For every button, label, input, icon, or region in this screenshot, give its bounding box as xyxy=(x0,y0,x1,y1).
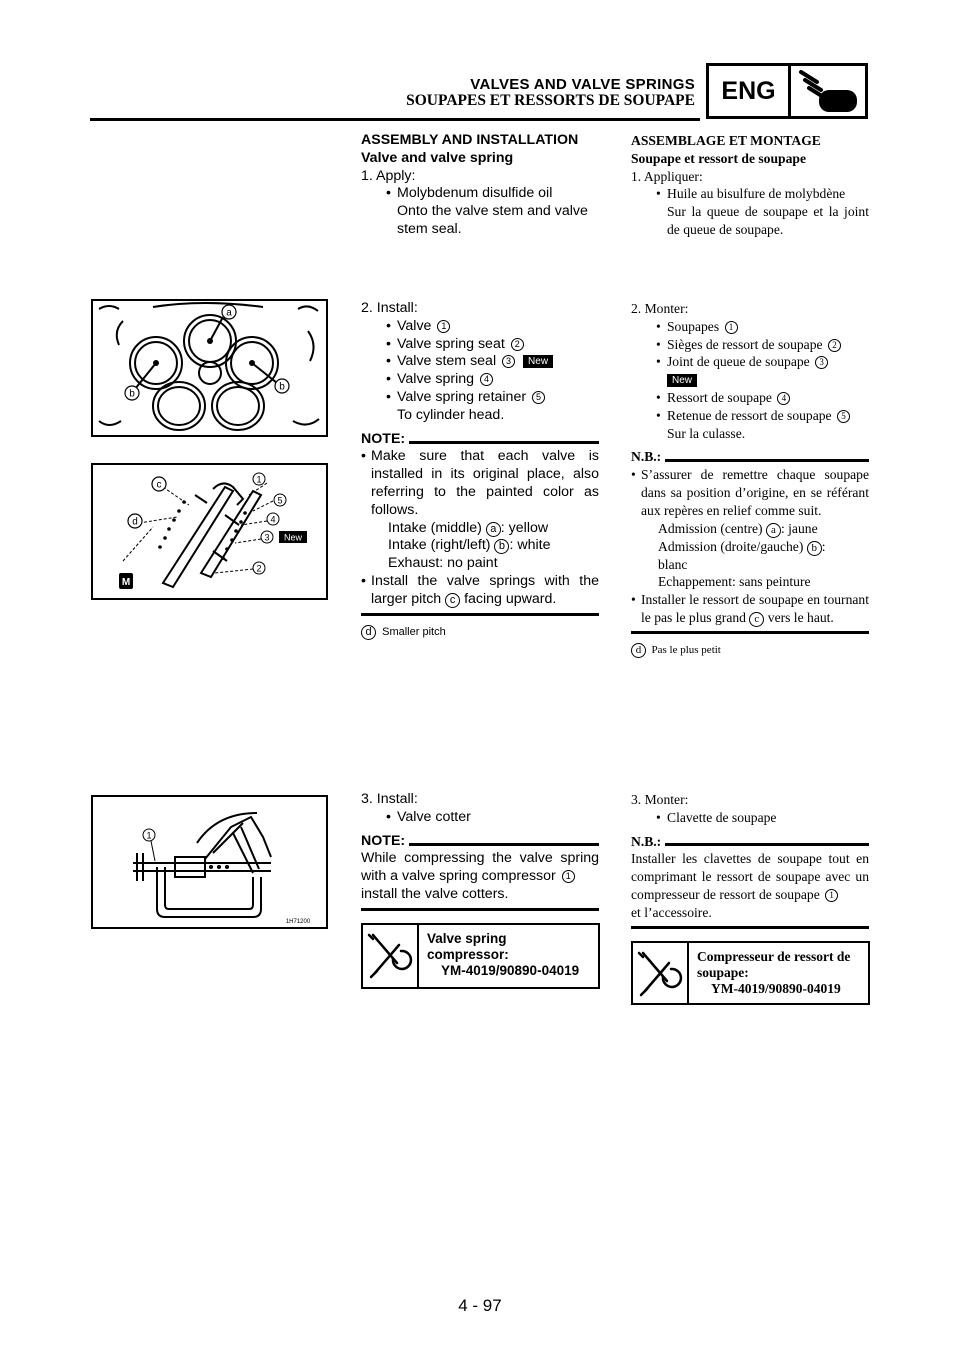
fr-subheading: Soupape et ressort de soupape xyxy=(631,150,806,166)
fr-heading: ASSEMBLAGE ET MONTAGE xyxy=(631,133,821,148)
svg-text:5: 5 xyxy=(277,495,283,506)
en-subheading: Valve and valve spring xyxy=(361,149,514,166)
figure-code: 1H71200 xyxy=(285,919,311,925)
wrench-icon xyxy=(363,925,419,987)
en-step1: ASSEMBLY AND INSTALLATION Valve and valve spring 1. Apply: • Molybdenum disulfide oil Onto the valve stem and valve stem seal. xyxy=(361,132,599,239)
list-item: • Retenue de ressort de soupape 5 xyxy=(631,407,869,425)
section-badge xyxy=(706,63,868,119)
engine-piston-icon xyxy=(791,66,865,116)
en-note-item1: • Make sure that each valve is installed in its original place, also referring to the painted color as follows. xyxy=(361,448,599,519)
wrench-icon xyxy=(633,943,689,1003)
section-title-fr: SOUPAPES ET RESSORTS DE SOUPAPE xyxy=(406,92,695,109)
svg-text:d: d xyxy=(132,516,138,528)
en-step2-label: 2. Install: xyxy=(361,300,418,316)
list-item: • Joint de queue de soupape 3 xyxy=(631,353,869,371)
svg-text:1: 1 xyxy=(256,474,262,485)
new-part-badge: New xyxy=(667,374,697,387)
en-tool-box: Valve spring compressor: YM-4019/90890-04019 xyxy=(361,923,600,989)
svg-text:1: 1 xyxy=(146,830,152,841)
svg-text:3: 3 xyxy=(264,532,270,543)
list-item: • Valve 1 xyxy=(361,318,599,336)
en-footnote: d Smaller pitch xyxy=(361,624,599,642)
callout-a: a xyxy=(226,307,232,319)
svg-text:2: 2 xyxy=(256,563,262,574)
list-item: • Clavette de soupape xyxy=(631,809,869,827)
figure-valve-assembly xyxy=(91,463,328,600)
en-note-header: NOTE: xyxy=(361,431,599,449)
list-item: • Soupapes 1 xyxy=(631,318,869,336)
moly-oil-label: M xyxy=(121,577,131,588)
en-note-item2: • Install the valve springs with the larger pitch c facing upward. xyxy=(361,573,599,609)
en-step1-label: 1. Apply: xyxy=(361,167,416,184)
list-item: • Valve cotter xyxy=(361,809,599,827)
new-part-badge: New xyxy=(523,355,553,368)
list-item: • Valve spring retainer 5 xyxy=(361,389,599,407)
callout-b: b xyxy=(279,381,285,393)
fr-step1: ASSEMBLAGE ET MONTAGE Soupape et ressort de soupape 1. Appliquer: • Huile au bisulfure de molybdène Sur la queue de soupape et la joint de queue de soupape. xyxy=(631,132,869,239)
fr-tool-box: Compresseur de ressort de soupape: YM-4019/90890-04019 xyxy=(631,941,870,1005)
section-badge-label: ENG xyxy=(709,66,791,116)
en-note-header: NOTE: xyxy=(361,833,599,851)
list-item: • Valve spring seat 2 xyxy=(361,336,599,354)
list-item: • Valve stem seal 3 New xyxy=(361,353,599,371)
en-heading: ASSEMBLY AND INSTALLATION xyxy=(361,132,579,148)
header-rule xyxy=(90,118,700,121)
svg-text:c: c xyxy=(156,479,162,491)
fr-step2: 2. Monter: • Soupapes 1 • Sièges de ressort de soupape 2 • Joint de queue de soupape 3 New • Ressort de soupape 4 • Retenue de ressort de soupape 5 Sur la culasse. N.B.: • S’assurer de remettre chaque soupape dans sa position d’origine, en se référant aux repères en relief comme suit. Admission (centre) a : jaune Admission (droite/gauche) b : blanc Echappement: sans peinture • Installer le ressort de soupape en tournant le pas le plus grand c vers le haut. d Pas le plus petit xyxy=(631,300,869,660)
figure-valve-compressor xyxy=(91,795,328,929)
callout-b: b xyxy=(129,388,135,400)
list-item: • Sièges de ressort de soupape 2 xyxy=(631,336,869,354)
en-step3: 3. Install: • Valve cotter NOTE: While compressing the valve spring with a valve spring compressor 1 install the valve cotters. xyxy=(361,791,599,911)
section-title-en: VALVES AND VALVE SPRINGS xyxy=(470,76,695,93)
svg-text:4: 4 xyxy=(270,514,276,525)
list-item: • Valve spring 4 xyxy=(361,371,599,389)
new-part-badge: New xyxy=(283,532,303,543)
en-step1-item: • Molybdenum disulfide oil xyxy=(361,185,599,203)
page-number: 4 - 97 xyxy=(458,1296,502,1315)
fr-step3: 3. Monter: • Clavette de soupape N.B.: Installer les clavettes de soupape tout en comprimant le ressort de soupape avec un compresseur de ressort de soupape 1 et l’accessoire. xyxy=(631,791,869,929)
figure-cylinder-head xyxy=(91,299,328,437)
en-step2: 2. Install: • Valve 1 • Valve spring seat 2 • Valve stem seal 3 New • Valve spring 4 • Valve spring retainer 5 To cylinder head. NOTE: • Make sure that each valve is installed in its original place, also referring to the painted color as follows. Intake (middle) a : yellow Intake (right/left) b : white Exhaust: no paint • Install the valve springs with the larger pitch c facing upward. d Smaller pitch xyxy=(361,300,599,641)
list-item: • Ressort de soupape 4 xyxy=(631,389,869,407)
